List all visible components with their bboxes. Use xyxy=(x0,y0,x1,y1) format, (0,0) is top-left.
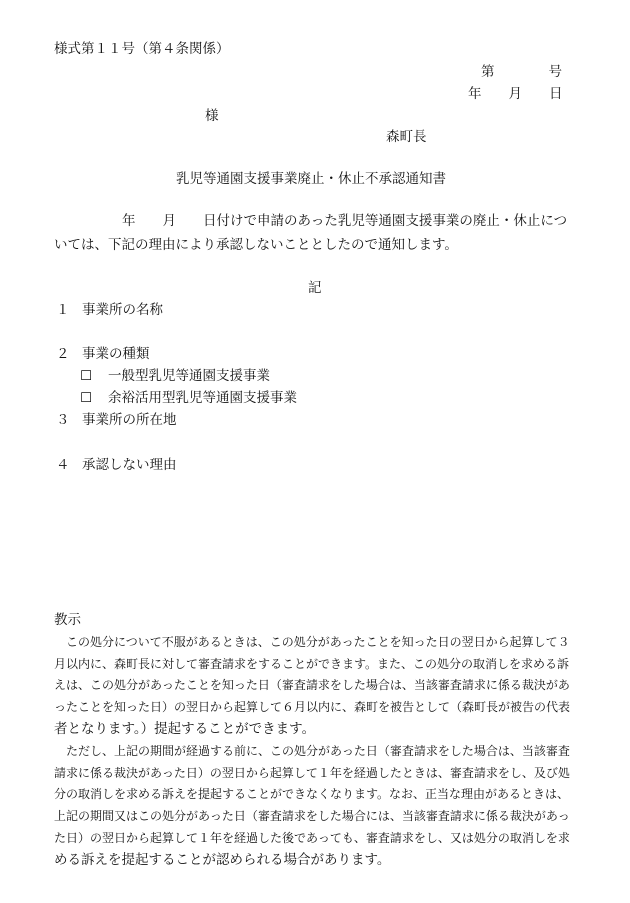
notice-heading: 教示 xyxy=(54,612,81,628)
checkbox[interactable]: ☐ xyxy=(80,368,93,384)
item-number: １ xyxy=(56,302,70,318)
notice-line: た日）の翌日から起算して１年を経過した後であっても、審査請求をし、又は処分の取消しを求 xyxy=(54,830,570,845)
addressee-suffix: 様 xyxy=(205,108,219,124)
item-label: 承認しない理由 xyxy=(82,457,177,473)
business-type-label: 余裕活用型乳児等通園支援事業 xyxy=(108,390,297,406)
form-number: 様式第１１号（第４条関係） xyxy=(54,41,230,57)
intro-line-2: いては、下記の理由により承認しないこととしたので通知します。 xyxy=(54,237,458,253)
issuer-name: 森町長 xyxy=(386,129,427,145)
notice-line: ただし、上記の期間が経過する前に、この処分があった日（審査請求をした場合は、当該審査 xyxy=(54,744,570,758)
document-number-line: 第 号 xyxy=(481,64,562,80)
notice-line: 分の取消しを求める訴えを提起することができなくなります。なお、正当な理由があるときは、 xyxy=(54,787,570,802)
notice-paragraph-2 xyxy=(54,741,576,871)
item-2 xyxy=(56,345,150,364)
business-type-option[interactable] xyxy=(80,389,297,408)
ki-heading: 記 xyxy=(308,280,322,296)
item-3 xyxy=(56,411,177,430)
business-type-option[interactable] xyxy=(80,367,270,386)
item-1 xyxy=(56,301,163,320)
intro-line-1: 年 月 日付けで申請のあった乳児等通園支援事業の廃止・休止につ xyxy=(122,213,568,229)
date-line: 年 月 日 xyxy=(468,86,563,102)
item-number: ２ xyxy=(56,346,70,362)
notice-line: める訴えを提起することが認められる場合があります。 xyxy=(54,851,391,868)
notice-line: 上記の期間又はこの処分があった日（審査請求をした場合には、当該審査請求に係る裁決があっ xyxy=(54,809,570,824)
business-type-label: 一般型乳児等通園支援事業 xyxy=(108,368,270,384)
item-number: ４ xyxy=(56,457,70,473)
document-title: 乳児等通園支援事業廃止・休止不承認通知書 xyxy=(176,171,446,187)
item-label: 事業所の所在地 xyxy=(82,412,177,428)
notice-line: 請求に係る裁決があった日）の翌日から起算して１年を経過したときは、審査請求をし、及び処 xyxy=(54,765,570,780)
notice-line: 月以内に、森町長に対して審査請求をすることができます。また、この処分の取消しを求める訴 xyxy=(54,656,570,671)
checkbox[interactable]: ☐ xyxy=(80,390,93,406)
item-label: 事業の種類 xyxy=(82,346,150,362)
notice-line: えは、この処分があったことを知った日（審査請求をした場合は、当該審査請求に係る裁決があ xyxy=(54,678,570,693)
notice-paragraph-1 xyxy=(54,632,576,741)
item-number: ３ xyxy=(56,412,70,428)
notice-line: 者となります。）提起することができます。 xyxy=(54,720,316,737)
notice-line: ったことを知った日）の翌日から起算して６月以内に、森町を被告として（森町長が被告の代表 xyxy=(54,700,571,715)
item-label: 事業所の名称 xyxy=(82,302,163,318)
notice-line: この処分について不服があるときは、この処分があったことを知った日の翌日から起算して３ xyxy=(54,635,570,649)
item-4 xyxy=(56,456,177,475)
